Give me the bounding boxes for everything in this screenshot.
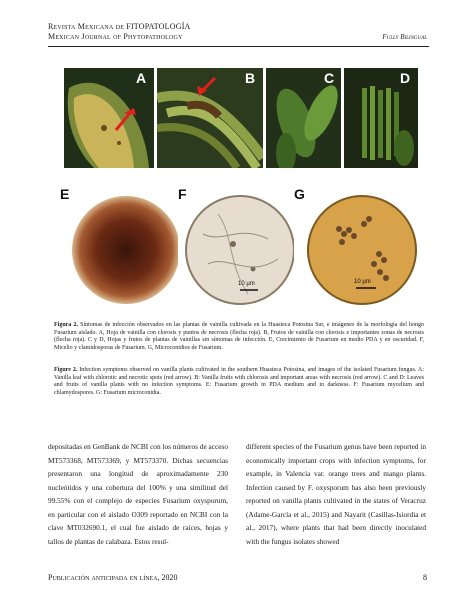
edition-label: Fully Bilingual: [382, 33, 427, 41]
panel-label-g: G: [294, 186, 305, 202]
page-number: 8: [423, 573, 427, 582]
journal-title: [48, 22, 191, 42]
body-column-left: depositadas en GenBank de NCBI con los números de acceso MT573368, MT573369, y MT573370. Dichas secuencias presentaron una longitud de aproximadamente 230 nucleótidos y una cobertura del 100% y una similitud del 99.55% con el complejo de especies Fusarium oxysporum, en particular con el aislado O309 reportado en NCBI con la clave MT032690.1, el cual fue aislado de raíces, hojas y tallos de plantas de calabaza. Estos resul-: [48, 442, 228, 546]
figure-panel-d: [344, 68, 418, 168]
scale-label-f: 10 µm: [238, 281, 255, 287]
panel-label-e: E: [60, 186, 70, 202]
footer-publication-note: Publicación anticipada en línea, 2020: [48, 573, 178, 582]
panel-label-c: C: [324, 70, 335, 86]
figure-panel-c: [266, 68, 341, 168]
caption-es-text: Síntomas de infección observados en las plantas de vainilla cultivada en la Huasteca Potosina Sur, e imágenes de la morfología del hongo Fusarium aislado. A, Hoja de vainilla con clorosis y puntos de necrosis (flecha roja). B, Frutos de vainilla con clorosis e importantes zonas de necrosis (flecha roja). C y D, Hojas y frutos de plantas de vainillas sin síntomas de infección. E, Crecimiento de Fusarium en medio PDA y en oscuridad. F, Micelio y clamidosporas de Fusarium. G, Microconidios de Fusarium.: [54, 322, 424, 351]
panel-label-d: D: [400, 70, 411, 86]
culture-plate-photo: [60, 184, 180, 308]
panel-label-f: F: [178, 186, 187, 202]
caption-es-label: Figura 2.: [54, 322, 78, 328]
microconidia-micrograph: [294, 184, 418, 308]
caption-en-label: Figure 2.: [54, 367, 78, 373]
figure-panel-g: [294, 184, 418, 308]
mycelium-micrograph: [178, 184, 296, 308]
figure-caption-en: [54, 367, 424, 397]
figure-panel-a: [64, 68, 154, 168]
journal-title-es: Revista Mexicana de FITOPATOLOGÍA: [48, 22, 191, 31]
scale-label-g: 10 µm: [354, 279, 371, 285]
panel-label-b: B: [245, 70, 256, 86]
figure-panel-e: [60, 184, 180, 308]
figure-panel-f: [178, 184, 296, 308]
figure-panel-b: [157, 68, 263, 168]
journal-title-en: Mexican Journal of Phytopathology: [48, 32, 183, 41]
panel-label-a: A: [136, 70, 147, 86]
header-rule: [48, 46, 429, 47]
figure-caption-es: [54, 322, 424, 352]
caption-en-text: Infection symptoms observed on vanilla plants cultivated in the southern Huasteca Potosina, and images of the isolated Fusarium fungus. A: Vanilla leaf with chlorotic and necrotic spots (red arrow). B: Vanilla fruits with chlorosis and important areas with necrosis (red arrow). C and D: Leaves and fruits of vanilla plants with no infection symptoms. E: Fusarium growth in PDA medium and in darkness. F: Fusarium mycelium and chlamydospores. G: Fusarium microconidia.: [54, 367, 425, 396]
body-column-right: different species of the Fusarium genus have been reported in economically important crops with infection symptoms, for example, in Valencia var. orange trees and mango plants. Infection caused by F. oxysporum has also been previously reported on vanilla plants cultivated in the states of Veracruz (Adame-García et al., 2015) and Nayarit (Casillas-Isiordia et al., 2017), where plants that had been directly inoculated with the fungus isolates showed: [246, 442, 426, 546]
